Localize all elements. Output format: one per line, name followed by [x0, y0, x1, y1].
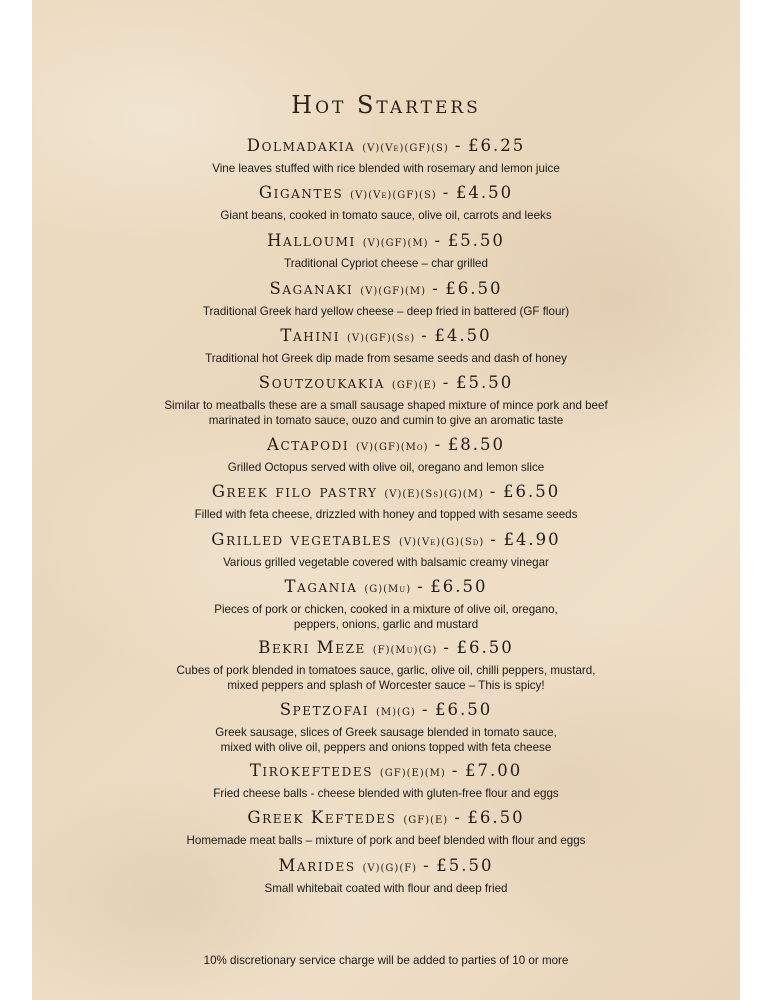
menu-item-tagania: Tagania (G)(Mu) - £6.50 Pieces of pork or chicken, cooked in a mixture of olive oil, oregano, peppers, onions, garlic and mustard [32, 576, 740, 632]
menu-item-tirokeftedes: Tirokeftedes (GF)(E)(M) - £7.00 Fried cheese balls - cheese blended with gluten-free flour and eggs [32, 760, 740, 801]
item-description: Vine leaves stuffed with rice blended with rosemary and lemon juice [212, 162, 560, 175]
item-description: Traditional Greek hard yellow cheese – deep fried in battered (GF flour) [202, 305, 570, 318]
menu-item-saganaki: Saganaki (V)(GF)(M) - £6.50 Traditional Greek hard yellow cheese – deep fried in battered (GF flour) [32, 278, 740, 319]
item-price: £6.50 [435, 700, 493, 719]
item-description: Homemade meat balls – mixture of pork and beef blended with flour and eggs [186, 834, 586, 847]
item-dietary-tags: (V)(GF)(Mo) [356, 442, 429, 453]
item-dietary-tags: (GF)(E)(M) [379, 768, 446, 779]
menu-page [32, 0, 740, 1000]
item-dietary-tags: (M)(G) [376, 707, 416, 718]
item-description: Similar to meatballs these are a small sausage shaped mixture of mince pork and beef marinated in tomato sauce, ouzo and cumin to give an aromatic taste [164, 399, 608, 427]
item-name: Tagania [284, 577, 358, 596]
item-price: £5.50 [455, 373, 514, 392]
item-dietary-tags: (V)(Ve)(GF)(S) [350, 190, 437, 201]
item-dietary-tags: (GF)(E) [391, 380, 437, 391]
menu-item-actapodi: Actapodi (V)(GF)(Mo) - £8.50 Grilled Octopus served with olive oil, oregano and lemon slice [32, 434, 740, 475]
item-dietary-tags: (G)(Mu) [364, 584, 412, 595]
menu-item-halloumi: Halloumi (V)(GF)(M) - £5.50 Traditional Cypriot cheese – char grilled [32, 230, 740, 271]
item-description: Cubes of pork blended in tomatoes sauce, garlic, olive oil, chilli peppers, mustard, mixed peppers and splash of Worcester sauce – This is spicy! [176, 664, 596, 692]
item-price: £7.00 [464, 761, 523, 780]
item-price: £6.50 [502, 482, 561, 501]
item-name: Tirokeftedes [249, 761, 374, 780]
item-name: Greek Keftedes [247, 808, 397, 827]
item-description: Fried cheese balls - cheese blended with gluten-free flour and eggs [213, 787, 559, 800]
menu-item-soutzoukakia: Soutzoukakia (GF)(E) - £5.50 Similar to meatballs these are a small sausage shaped mixture of mince pork and beef marinated in tomato sauce, ouzo and cumin to give an aromatic taste [32, 372, 740, 428]
menu-title: Hot Starters [291, 91, 481, 119]
item-price: £5.50 [447, 231, 505, 250]
item-dietary-tags: (V)(GF)(Ss) [346, 333, 416, 344]
menu-item-gigantes: Gigantes (V)(Ve)(GF)(S) - £4.50 Giant beans, cooked in tomato sauce, olive oil, carrots and leeks [32, 182, 740, 223]
item-description: Giant beans, cooked in tomato sauce, olive oil, carrots and leeks [220, 209, 552, 222]
item-dietary-tags: (V)(GF)(M) [360, 286, 427, 297]
item-name: Marides [278, 856, 356, 875]
item-description: Greek sausage, slices of Greek sausage blended in tomato sauce, mixed with olive oil, peppers and onions topped with feta cheese [215, 726, 557, 754]
menu-item-dolmadakia: Dolmadakia (V)(Ve)(GF)(S) - £6.25 Vine leaves stuffed with rice blended with rosemary and lemon juice [32, 135, 740, 176]
item-dietary-tags: (V)(GF)(M) [362, 238, 429, 249]
menu-item-grilled-vegetables: Grilled vegetables (V)(Ve)(G)(Sd) - £4.90 Various grilled vegetable covered with balsamic creamy vinegar [32, 529, 740, 570]
item-description: Pieces of pork or chicken, cooked in a mixture of olive oil, oregano, peppers, onions, garlic and mustard [214, 603, 558, 631]
item-price: £4.90 [503, 530, 561, 549]
item-name: Soutzoukakia [258, 373, 386, 392]
item-dietary-tags: (V)(Ve)(G)(Sd) [399, 537, 485, 548]
item-price: £8.50 [447, 435, 506, 454]
menu-item-tahini: Tahini (V)(GF)(Ss) - £4.50 Traditional hot Greek dip made from sesame seeds and dash of honey [32, 325, 740, 366]
item-name: Saganaki [269, 279, 354, 298]
menu-item-bekri-meze: Bekri Meze (F)(Mu)(G) - £6.50 Cubes of pork blended in tomatoes sauce, garlic, olive oil, chilli peppers, mustard, mixed peppers and splash of Worcester sauce – This is spicy! [32, 637, 740, 693]
item-name: Gigantes [258, 183, 344, 202]
item-name: Grilled vegetables [211, 530, 393, 549]
item-price: £4.50 [434, 326, 492, 345]
menu-item-greek-filo-pastry: Greek filo pastry (V)(E)(Ss)(G)(M) - £6.50 Filled with feta cheese, drizzled with honey and topped with sesame seeds [32, 481, 740, 522]
item-description: Filled with feta cheese, drizzled with honey and topped with sesame seeds [194, 508, 578, 521]
menu-item-greek-keftedes: Greek Keftedes (GF)(E) - £6.50 Homemade meat balls – mixture of pork and beef blended with flour and eggs [32, 807, 740, 848]
item-name: Tahini [280, 326, 341, 345]
item-name: Halloumi [267, 231, 356, 250]
item-dietary-tags: (GF)(E) [403, 815, 449, 826]
item-price: £6.50 [467, 808, 525, 827]
item-name: Greek filo pastry [211, 482, 378, 501]
item-name: Bekri Meze [258, 638, 366, 657]
item-dietary-tags: (V)(G)(F) [362, 863, 418, 874]
item-price: £5.50 [436, 856, 494, 875]
item-name: Actapodi [266, 435, 350, 454]
item-description: Traditional hot Greek dip made from sesame seeds and dash of honey [205, 352, 567, 365]
item-description: Traditional Cypriot cheese – char grilled [284, 257, 488, 270]
menu-item-spetzofai: Spetzofai (M)(G) - £6.50 Greek sausage, slices of Greek sausage blended in tomato sauce, mixed with olive oil, peppers and onions topped with feta cheese [32, 699, 740, 755]
item-description: Small whitebait coated with flour and deep fried [264, 882, 508, 895]
item-price: £6.25 [468, 136, 526, 155]
item-price: £4.50 [455, 183, 514, 202]
item-price: £6.50 [445, 279, 503, 298]
service-charge-note: 10% discretionary service charge will be added to parties of 10 or more [203, 954, 569, 967]
item-dietary-tags: (V)(Ve)(GF)(S) [362, 143, 449, 154]
item-dietary-tags: (F)(Mu)(G) [372, 645, 438, 656]
item-price: £6.50 [456, 638, 514, 657]
item-dietary-tags: (V)(E)(Ss)(G)(M) [384, 489, 484, 500]
item-price: £6.50 [430, 577, 488, 596]
menu-item-marides: Marides (V)(G)(F) - £5.50 Small whitebait coated with flour and deep fried [32, 855, 740, 896]
item-name: Spetzofai [279, 700, 370, 719]
item-name: Dolmadakia [246, 136, 356, 155]
item-description: Grilled Octopus served with olive oil, oregano and lemon slice [227, 461, 545, 474]
item-description: Various grilled vegetable covered with balsamic creamy vinegar [223, 556, 549, 569]
